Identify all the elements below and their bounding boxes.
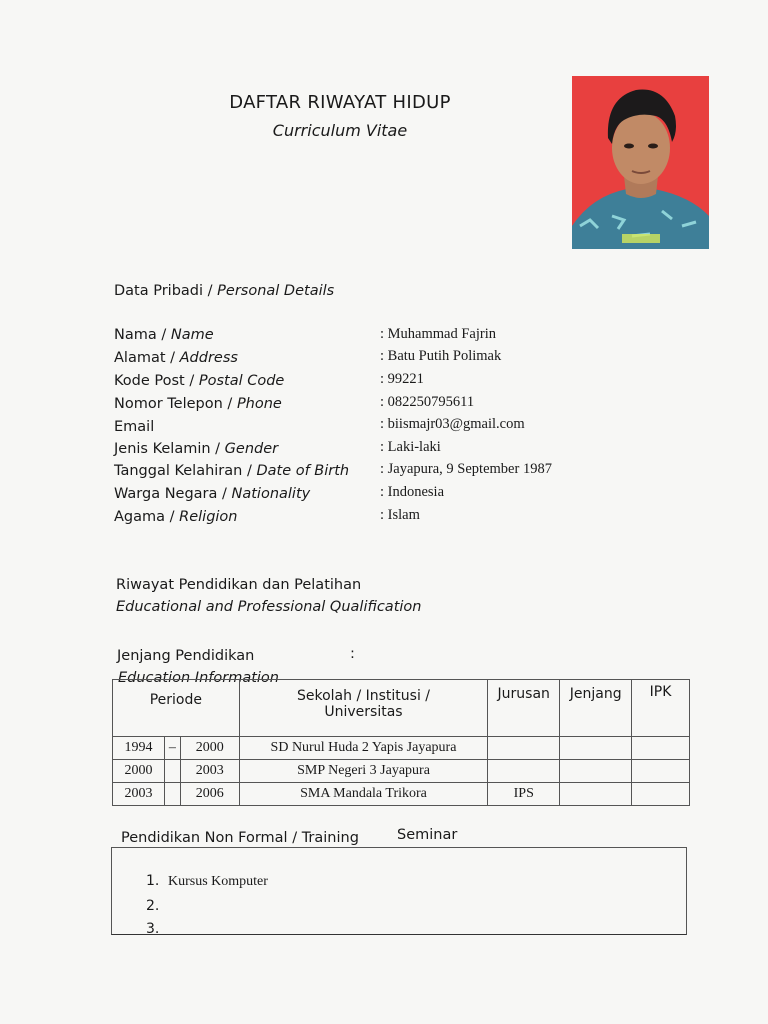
row-level	[560, 737, 632, 760]
field-label-religion: Agama / Religion	[114, 509, 238, 525]
field-value-postal-code: : 99221	[380, 371, 424, 387]
document-subtitle: Curriculum Vitae	[272, 121, 408, 140]
education-level-colon: :	[350, 646, 355, 662]
field-value-email: : biismajr03@gmail.com	[380, 416, 525, 432]
training-heading-extra: Seminar	[397, 827, 458, 843]
row-gpa	[632, 737, 690, 760]
column-school: Sekolah / Institusi / Universitas	[239, 680, 488, 737]
row-gpa	[632, 760, 690, 783]
row-major	[488, 760, 560, 783]
row-from-year: 1994	[113, 737, 165, 760]
education-heading-english: Educational and Professional Qualification	[116, 599, 422, 615]
column-major: Jurusan	[488, 680, 560, 737]
field-value-date-of-birth: : Jayapura, 9 September 1987	[380, 461, 552, 477]
list-item: 3.	[146, 921, 160, 933]
document-title: DAFTAR RIWAYAT HIDUP	[229, 92, 451, 113]
row-to-year: 2006	[180, 783, 239, 806]
row-to-year: 2000	[180, 737, 239, 760]
row-major: IPS	[488, 783, 560, 806]
personal-details-heading: Data Pribadi / Personal Details	[114, 283, 335, 299]
row-school: SD Nurul Huda 2 Yapis Jayapura	[239, 737, 488, 760]
row-dash	[164, 760, 180, 783]
training-box	[111, 847, 687, 935]
field-label-date-of-birth: Tanggal Kelahiran / Date of Birth	[114, 463, 350, 479]
column-level: Jenjang	[560, 680, 632, 737]
column-period: Periode	[113, 680, 240, 737]
row-school: SMA Mandala Trikora	[239, 783, 488, 806]
education-table-header	[113, 680, 690, 737]
row-from-year: 2003	[113, 783, 165, 806]
column-gpa: IPK	[632, 680, 690, 737]
table-row	[113, 783, 690, 806]
row-level	[560, 783, 632, 806]
row-school: SMP Negeri 3 Jayapura	[239, 760, 488, 783]
training-heading: Pendidikan Non Formal / Training	[121, 830, 359, 846]
list-item: 1. Kursus Komputer	[146, 873, 268, 889]
list-item: 2.	[146, 898, 160, 914]
field-label-email: Email	[114, 419, 155, 435]
row-from-year: 2000	[113, 760, 165, 783]
profile-photo	[572, 76, 709, 249]
field-value-gender: : Laki-laki	[380, 439, 441, 455]
field-value-name: : Muhammad Fajrin	[380, 326, 496, 342]
row-gpa	[632, 783, 690, 806]
table-row	[113, 737, 690, 760]
education-info-label: Education Information	[118, 670, 279, 686]
field-value-religion: : Islam	[380, 507, 420, 523]
row-dash: –	[164, 737, 180, 760]
field-value-nationality: : Indonesia	[380, 484, 445, 500]
row-to-year: 2003	[180, 760, 239, 783]
field-label-nationality: Warga Negara / Nationality	[114, 486, 311, 502]
row-major	[488, 737, 560, 760]
field-value-phone: : 082250795611	[380, 394, 475, 410]
field-label-phone: Nomor Telepon / Phone	[114, 396, 282, 412]
row-dash	[164, 783, 180, 806]
field-label-postal-code: Kode Post / Postal Code	[114, 373, 285, 389]
field-label-address: Alamat / Address	[114, 350, 238, 366]
field-value-address: : Batu Putih Polimak	[380, 348, 502, 364]
table-row	[113, 760, 690, 783]
field-label-gender: Jenis Kelamin / Gender	[114, 441, 279, 457]
education-table	[112, 679, 690, 806]
education-heading: Riwayat Pendidikan dan Pelatihan	[116, 577, 362, 593]
row-level	[560, 760, 632, 783]
field-label-name: Nama / Name	[114, 327, 214, 343]
education-level-label: Jenjang Pendidikan	[117, 648, 255, 664]
